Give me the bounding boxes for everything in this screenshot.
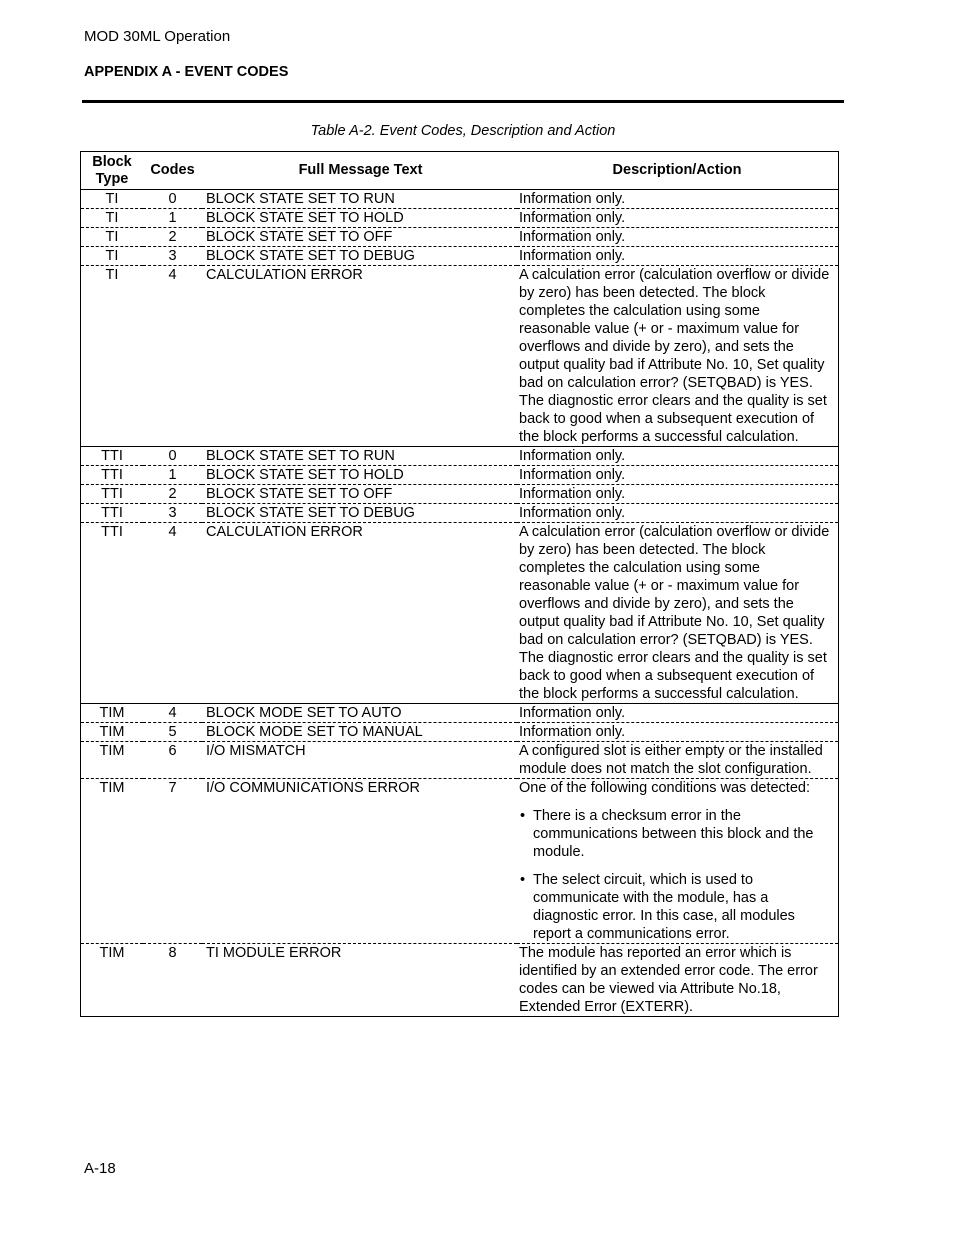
block-type-cell: TTI — [81, 485, 144, 504]
header-block-type — [81, 152, 144, 190]
block-type-cell: TTI — [81, 504, 144, 523]
code-cell: 2 — [143, 485, 202, 504]
message-cell: TI MODULE ERROR — [206, 945, 342, 961]
header-codes: Codes — [143, 152, 202, 190]
block-type-cell: TI — [81, 228, 144, 247]
description-intro: One of the following conditions was detected: — [519, 780, 810, 796]
code-cell: 6 — [143, 742, 202, 779]
appendix-title: APPENDIX A - EVENT CODES — [84, 64, 289, 80]
table-row — [81, 704, 839, 723]
block-type-cell: TTI — [81, 523, 144, 704]
description-cell: Information only. — [517, 228, 839, 247]
code-cell: 8 — [168, 945, 177, 961]
table-row — [81, 190, 839, 209]
description-cell: Information only. — [517, 485, 839, 504]
block-type-cell: TI — [81, 266, 144, 447]
condition-list — [519, 807, 835, 943]
table-row — [81, 266, 839, 447]
code-cell: 1 — [143, 466, 202, 485]
description-cell: The module has reported an error which is identified by an extended error code. The error codes can be viewed via Attribute No.18, Extended Error (EXTERR). — [519, 945, 818, 1015]
message-cell: BLOCK STATE SET TO DEBUG — [202, 504, 517, 523]
block-type-cell: TI — [81, 247, 144, 266]
condition-list-item: • The select circuit, which is used to communicate with the module, has a diagnostic error. In this case, all modules report a communications error. — [519, 871, 835, 943]
table-row — [81, 466, 839, 485]
description-cell: Information only. — [517, 247, 839, 266]
code-cell: 0 — [143, 190, 202, 209]
message-cell: BLOCK STATE SET TO RUN — [202, 447, 517, 466]
message-cell: CALCULATION ERROR — [202, 523, 517, 704]
block-type-cell: TI — [81, 190, 144, 209]
page-number: A-18 — [84, 1160, 116, 1177]
condition-list-item: • There is a checksum error in the communications between this block and the module. — [519, 807, 835, 861]
table-row — [81, 523, 839, 704]
table-caption: Table A-2. Event Codes, Description and Action — [310, 123, 616, 139]
block-type-cell: TTI — [81, 447, 144, 466]
table-row — [81, 485, 839, 504]
table-header-row — [81, 152, 839, 190]
description-cell: Information only. — [517, 447, 839, 466]
message-cell: BLOCK MODE SET TO AUTO — [202, 704, 517, 723]
message-cell: BLOCK STATE SET TO HOLD — [202, 466, 517, 485]
table-row — [81, 447, 839, 466]
message-cell: BLOCK STATE SET TO RUN — [202, 190, 517, 209]
description-cell: Information only. — [517, 723, 839, 742]
block-type-cell: TIM — [81, 742, 144, 779]
message-cell: BLOCK MODE SET TO MANUAL — [202, 723, 517, 742]
code-cell: 2 — [143, 228, 202, 247]
table-row — [81, 723, 839, 742]
block-type-cell: TIM — [99, 945, 125, 961]
code-cell: 3 — [143, 247, 202, 266]
message-cell: CALCULATION ERROR — [202, 266, 517, 447]
code-cell: 4 — [143, 523, 202, 704]
block-type-cell: TTI — [81, 466, 144, 485]
code-cell: 4 — [143, 704, 202, 723]
table-row — [81, 504, 839, 523]
message-cell: BLOCK STATE SET TO OFF — [202, 485, 517, 504]
description-cell: Information only. — [517, 466, 839, 485]
code-cell: 3 — [143, 504, 202, 523]
table-row — [81, 742, 839, 779]
message-cell: BLOCK STATE SET TO HOLD — [202, 209, 517, 228]
table-row — [81, 247, 839, 266]
description-cell — [517, 779, 839, 944]
table-row — [81, 209, 839, 228]
block-type-cell: TIM — [81, 779, 144, 944]
table-row — [81, 228, 839, 247]
header-block-type-line1: Block — [92, 153, 132, 170]
header-rule — [82, 100, 844, 103]
table-row — [81, 779, 839, 944]
description-cell: Information only. — [517, 209, 839, 228]
message-cell: BLOCK STATE SET TO OFF — [202, 228, 517, 247]
header-description: Description/Action — [517, 152, 839, 190]
code-cell: 4 — [143, 266, 202, 447]
table-row — [81, 944, 839, 1017]
description-cell: Information only. — [517, 504, 839, 523]
header-message: Full Message Text — [202, 152, 517, 190]
description-cell: A calculation error (calculation overflow or divide by zero) has been detected. The block completes the calculation using some reasonable value (+ or - maximum value for overflows and divide by zero), and sets the output quality bad if Attribute No. 10, Set quality bad on calculation error? (SETQBAD) is YES. The diagnostic error clears and the quality is set back to good when a subsequent execution of the block performs a successful calculation. — [517, 266, 839, 447]
description-cell: Information only. — [517, 704, 839, 723]
code-cell: 1 — [143, 209, 202, 228]
code-cell: 5 — [143, 723, 202, 742]
block-type-cell: TIM — [81, 704, 144, 723]
message-cell: BLOCK STATE SET TO DEBUG — [202, 247, 517, 266]
code-cell: 0 — [143, 447, 202, 466]
block-type-cell: TI — [81, 209, 144, 228]
code-cell: 7 — [143, 779, 202, 944]
header-block-type-line2: Type — [95, 170, 129, 187]
description-cell: A calculation error (calculation overflow or divide by zero) has been detected. The block completes the calculation using some reasonable value (+ or - maximum value for overflows and divide by zero), and sets the output quality bad if Attribute No. 10, Set quality bad on calculation error? (SETQBAD) is YES. The diagnostic error clears and the quality is set back to good when a subsequent execution of the block performs a successful calculation. — [517, 523, 839, 704]
description-cell: Information only. — [517, 190, 839, 209]
message-cell: I/O COMMUNICATIONS ERROR — [202, 779, 517, 944]
event-codes-table — [80, 151, 839, 1017]
message-cell: I/O MISMATCH — [202, 742, 517, 779]
block-type-cell: TIM — [81, 723, 144, 742]
description-cell: A configured slot is either empty or the installed module does not match the slot configuration. — [517, 742, 839, 779]
document-title: MOD 30ML Operation — [84, 28, 231, 45]
